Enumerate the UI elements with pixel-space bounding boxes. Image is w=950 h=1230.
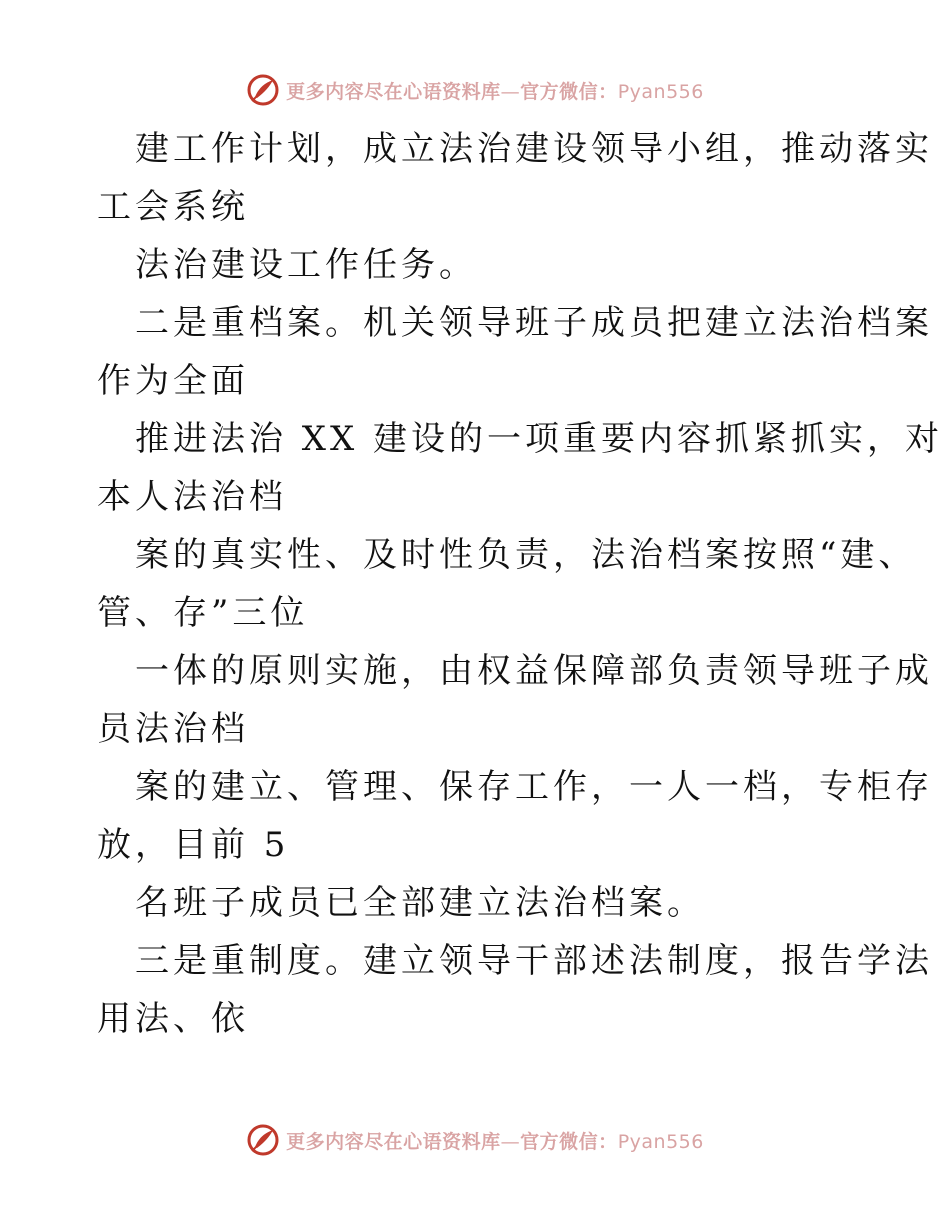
- text-line: 案的真实性、及时性负责，法治档案按照“建、: [135, 535, 917, 575]
- footer-watermark: [0, 1120, 950, 1160]
- text-line: 推进法治 XX 建设的一项重要内容抓紧抓实，对: [135, 419, 944, 459]
- red-quill-emblem-icon: [246, 1123, 280, 1157]
- text-line: 员法治档: [97, 709, 249, 749]
- red-quill-emblem-icon: [246, 73, 280, 107]
- text-line: 管、存”三位: [97, 593, 309, 633]
- watermark-text: 更多内容尽在心语资料库—官方微信：Pyan556: [286, 1130, 704, 1153]
- text-line: 法治建设工作任务。: [135, 245, 477, 285]
- text-line: 用法、依: [97, 999, 249, 1039]
- text-line: 建工作计划，成立法治建设领导小组，推动落实: [135, 129, 933, 169]
- text-line: 作为全面: [97, 361, 249, 401]
- text-line: 放，目前 5: [97, 825, 290, 865]
- text-line: 案的建立、管理、保存工作，一人一档，专柜存: [135, 767, 933, 807]
- text-line: 二是重档案。机关领导班子成员把建立法治档案: [135, 303, 933, 343]
- text-line: 本人法治档: [97, 477, 287, 517]
- text-line: 工会系统: [97, 187, 249, 227]
- header-watermark: [0, 70, 950, 110]
- text-line: 一体的原则实施，由权益保障部负责领导班子成: [135, 651, 933, 691]
- document-body: [97, 120, 944, 1048]
- text-line: 名班子成员已全部建立法治档案。: [135, 883, 705, 923]
- watermark-text: 更多内容尽在心语资料库—官方微信：Pyan556: [286, 80, 704, 103]
- text-line: 三是重制度。建立领导干部述法制度，报告学法: [135, 941, 933, 981]
